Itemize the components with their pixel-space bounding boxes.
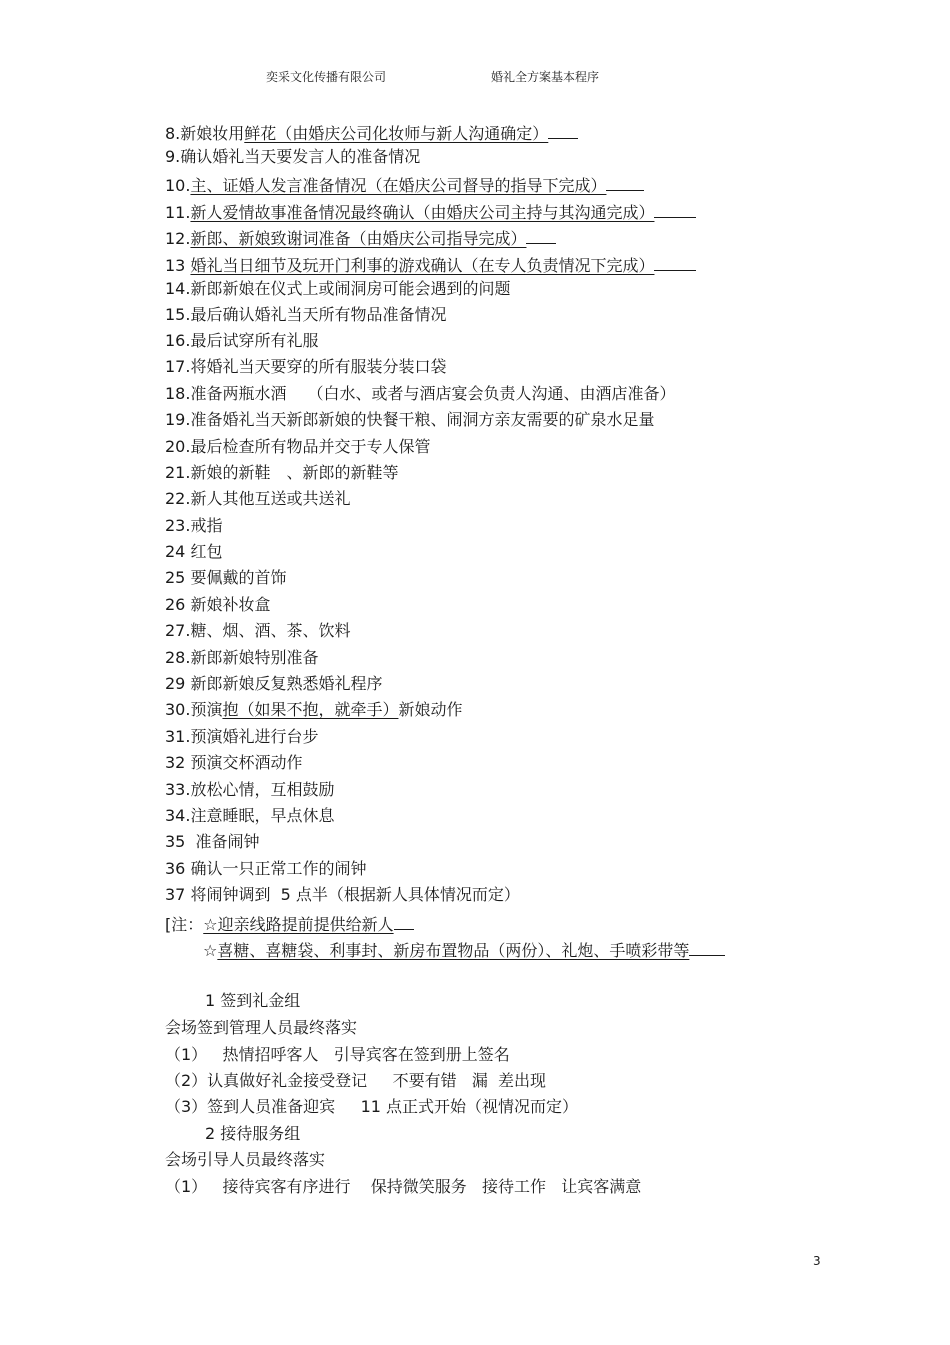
header-company: 奕采文化传播有限公司 [266,70,387,84]
list-item: 19.准备婚礼当天新郎新娘的快餐干粮、闹洞方亲友需要的矿泉水足量 [165,410,655,429]
list-item: 16.最后试穿所有礼服 [165,331,319,350]
list-item: 9.确认婚礼当天要发言人的准备情况 [165,147,421,166]
group-title: 2 接待服务组 [205,1124,301,1143]
list-item: （2）认真做好礼金接受登记 不要有错 漏 差出现 [165,1071,547,1090]
group-lead: 会场引导人员最终落实 [165,1150,326,1169]
list-item: 10.主、证婚人发言准备情况（在婚庆公司督导的指导下完成） [165,173,644,196]
group-lead: 会场签到管理人员最终落实 [165,1018,358,1037]
list-item: 21.新娘的新鞋 、新郎的新鞋等 [165,463,399,482]
list-item: 20.最后检查所有物品并交于专人保管 [165,437,431,456]
list-item: （1） 热情招呼客人 引导宾客在签到册上签名 [165,1045,510,1064]
list-item: 25 要佩戴的首饰 [165,568,287,587]
list-item: 37 将闹钟调到 5 点半（根据新人具体情况而定） [165,885,520,904]
note-line: ☆喜糖、喜糖袋、利事封、新房布置物品（两份）、礼炮、手喷彩带等 [203,938,725,961]
list-item: （3）签到人员准备迎宾 11 点正式开始（视情况而定） [165,1097,579,1116]
group-title: 1 签到礼金组 [205,991,301,1010]
list-item: 17.将婚礼当天要穿的所有服装分装口袋 [165,357,447,376]
note-line: [注：☆迎亲线路提前提供给新人 [165,912,414,935]
list-item: 8.新娘妆用鲜花（由婚庆公司化妆师与新人沟通确定） [165,121,578,144]
list-item: 23.戒指 [165,516,223,535]
list-item: （1） 接待宾客有序进行 保持微笑服务 接待工作 让宾客满意 [165,1177,642,1196]
list-item: 29 新郎新娘反复熟悉婚礼程序 [165,674,383,693]
list-item: 36 确认一只正常工作的闹钟 [165,859,367,878]
list-item: 33.放松心情，互相鼓励 [165,780,335,799]
list-item: 27.糖、烟、酒、茶、饮料 [165,621,351,640]
list-item: 34.注意睡眠，早点休息 [165,806,335,825]
page-number: 3 [813,1254,821,1268]
list-item: 11.新人爱情故事准备情况最终确认（由婚庆公司主持与其沟通完成） [165,200,696,223]
list-item: 32 预演交杯酒动作 [165,753,303,772]
list-item: 31.预演婚礼进行台步 [165,727,319,746]
list-item: 22.新人其他互送或共送礼 [165,489,351,508]
list-item: 30.预演抱（如果不抱，就牵手）新娘动作 [165,700,463,719]
list-item: 15.最后确认婚礼当天所有物品准备情况 [165,305,447,324]
header-doc-title: 婚礼全方案基本程序 [491,70,600,84]
list-item: 24 红包 [165,542,223,561]
list-item: 26 新娘补妆盒 [165,595,271,614]
list-item: 13 婚礼当日细节及玩开门利事的游戏确认（在专人负责情况下完成） [165,253,696,276]
list-item: 18.准备两瓶水酒 （白水、或者与酒店宴会负责人沟通、由酒店准备） [165,384,676,403]
list-item: 14.新郎新娘在仪式上或闹洞房可能会遇到的问题 [165,279,511,298]
list-item: 12.新郎、新娘致谢词准备（由婚庆公司指导完成） [165,226,556,249]
list-item: 28.新郎新娘特别准备 [165,648,319,667]
list-item: 35 准备闹钟 [165,832,260,851]
